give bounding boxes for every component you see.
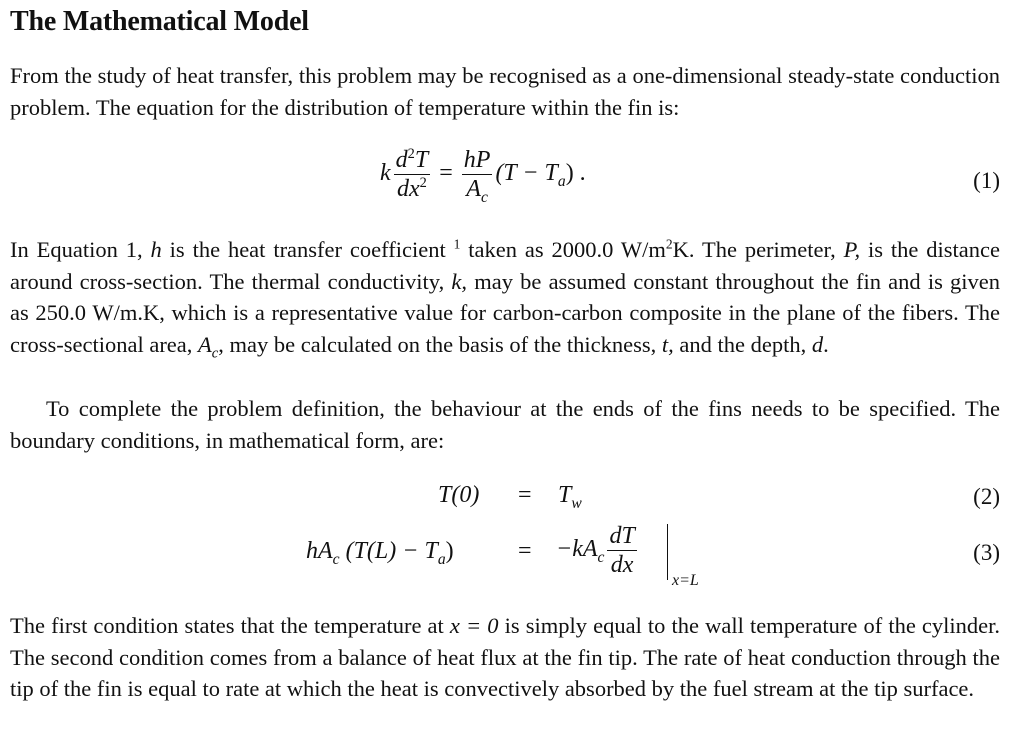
eq1-k: k: [380, 160, 391, 187]
eq1-fraction-left: $\frac{d^2T}{dx^2}$: [395, 146, 429, 202]
paragraph-4: The first condition states that the temperature at x = 0 is simply equal to the wall temperature of the cylinder. The second condition comes from a balance of heat flux at the fin tip. The rate of heat conduction through the tip of the fin is equal to rate at which the heat is convectively absorbed by the fuel stream at the tip surface.: [10, 613, 1001, 701]
intro-paragraph: [10, 60, 1000, 123]
intro-text: From the study of heat transfer, this problem may be recognised as a one-dimensional steady-state conduction problem. The equation for the distribution of temperature within the fin is:: [10, 63, 1000, 120]
paragraph-3: To complete the problem definition, the behaviour at the ends of the fins needs to be specified. The boundary conditions, in mathematical form, are:: [10, 396, 1000, 453]
equation-1-number: (1): [973, 168, 1000, 193]
equation-3-equals: =: [518, 538, 532, 564]
equation-3-rhs: $-kA_c$ $\frac{dT}{dx}$: [556, 523, 635, 578]
equation-2-lhs: T(0): [438, 482, 480, 508]
eq3-derivative: $\frac{dT}{dx}$: [609, 523, 635, 578]
footnote-marker: 1: [453, 236, 461, 252]
evaluation-subscript: x=L: [672, 572, 699, 589]
eq1-fraction-right: $\frac{hP}{A_c}$: [463, 147, 491, 206]
eq1-equals: =: [439, 160, 453, 187]
equation-3-lhs: $hA_c$ $(T(L) - T_a)$: [306, 538, 454, 568]
equation-2-rhs: $T_w$: [558, 482, 582, 512]
eq1-rhs: $(T - T_a)$ .: [495, 160, 586, 190]
equation-2-number: (2): [973, 484, 1000, 509]
equation-3-number: (3): [973, 540, 1000, 565]
section-title: The Mathematical Model: [10, 6, 309, 37]
paragraph-2: In Equation 1, h is the heat transfer coefficient $^1$ taken as 2000.0 $W/m^2K$. The perimeter, P, is the distance around cross-section. The thermal conductivity, k, may be assumed constant throughout the fin and is given as 250.0 W/m.K, which is a representative value for carbon-carbon composite in the plane of the fibers. The cross-sectional area, $A_c$, may be calculated on the basis of the thickness, t, and the depth, d.: [10, 236, 1001, 361]
evaluation-bar: [667, 524, 668, 580]
equation-2-equals: =: [518, 482, 532, 508]
equation-1: [380, 146, 586, 206]
